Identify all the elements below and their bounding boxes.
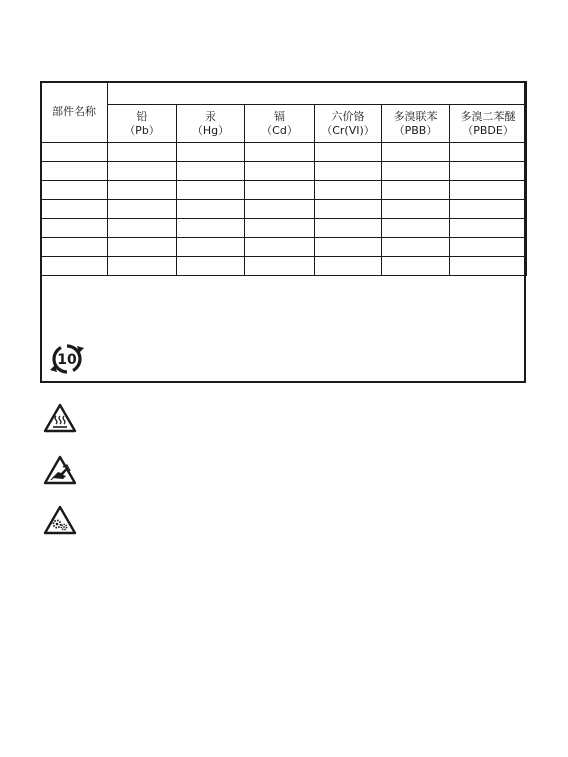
substance-header-pb: 铅 （Pb）	[108, 105, 177, 143]
substance-header-cr6: 六价铬 （Cr(VI)）	[315, 105, 382, 143]
notes-area	[42, 272, 524, 381]
substance-header-pbb: 多溴联苯 （PBB）	[382, 105, 450, 143]
substance-header-hg: 汞 （Hg）	[177, 105, 245, 143]
substance-header-cd: 镉 （Cd）	[245, 105, 315, 143]
part-name-header: 部件名称	[41, 82, 108, 143]
pinch-hazard-warning-icon	[43, 455, 77, 485]
moving-parts-warning-icon	[43, 505, 77, 535]
efup-10-icon	[47, 343, 87, 375]
efup-years-label: 10	[57, 352, 77, 368]
hot-surface-warning-icon	[43, 403, 77, 433]
substance-header-pbde: 多溴二苯醚 （PBDE）	[450, 105, 527, 143]
